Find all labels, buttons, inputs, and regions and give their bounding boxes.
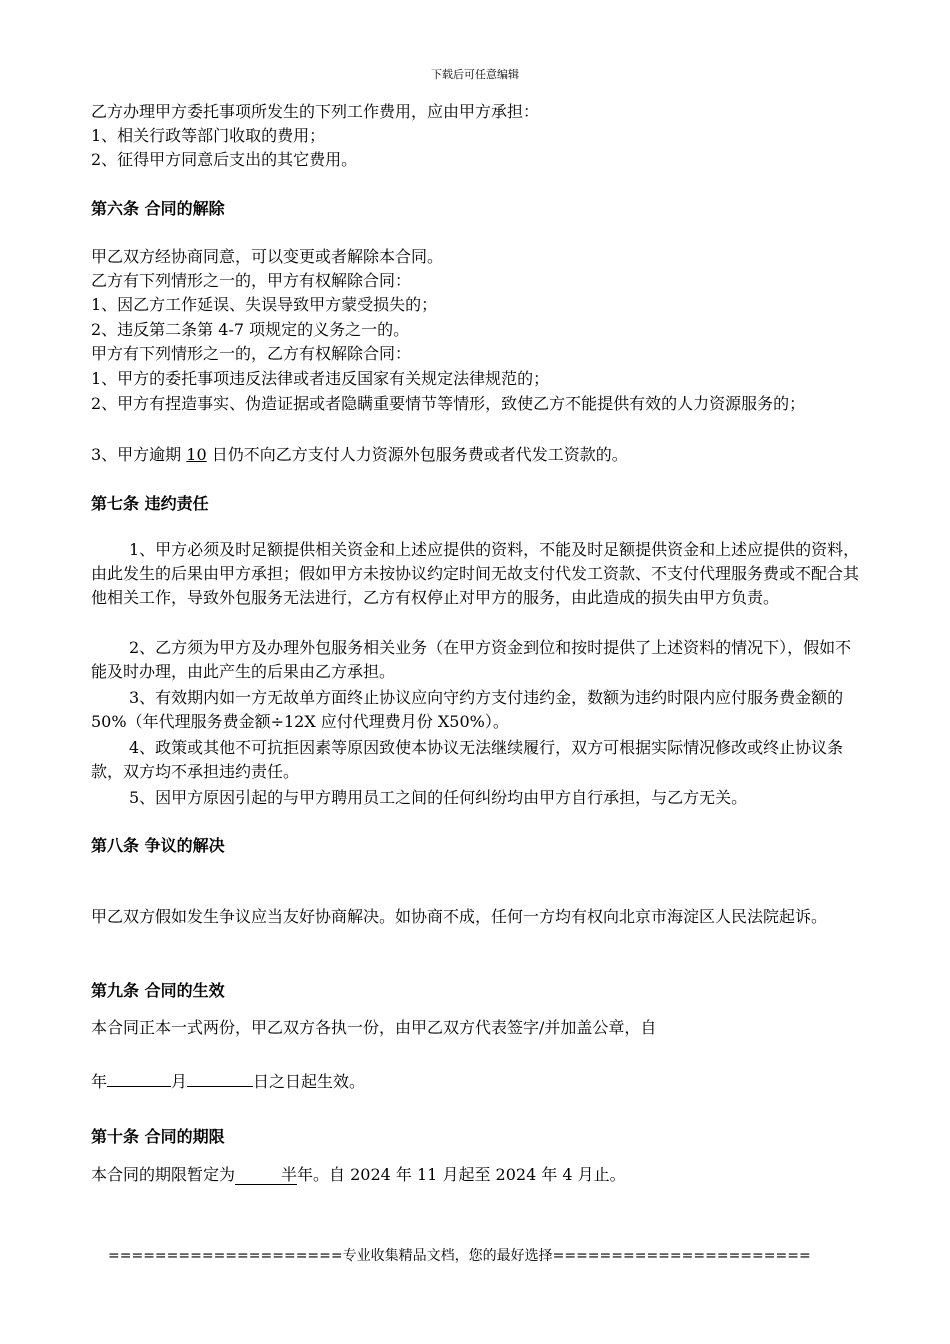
article-7-para: 3、有效期内如一方无故单方面终止协议应向守约方支付违约金，数额为违约时限内应付服务费金额的 50%（年代理服务费金额÷12X 应付代理费月份 X50%）。 [91,688,844,731]
article-6-para: 2、甲方有捏造事实、伪造证据或者隐瞒重要情节等情形，致使乙方不能提供有效的人力资源服务的； [91,394,806,413]
article-6-title: 第六条 合同的解除 [91,199,225,218]
article-6-para: 甲方有下列情形之一的，乙方有权解除合同： [91,344,412,363]
article-7-para: 5、因甲方原因引起的与甲方聘用员工之间的任何纠纷均由甲方自行承担，与乙方无关。 [129,788,748,807]
article-8-title: 第八条 争议的解决 [91,836,225,855]
article-7-title: 第七条 违约责任 [91,494,209,513]
effective-date-line [91,1068,861,1094]
year-label: 年 [91,1072,108,1091]
page-footer: ====================专业收集精品文档，您的最好选择====================== [108,1248,811,1264]
term-value: 半 [235,1166,297,1185]
term-suffix: 年。自 2024 年 11 月起至 2024 年 4 月止。 [297,1165,626,1184]
article-7-para: 4、政策或其他不可抗拒因素等原因致使本协议无法继续履行，双方可根据实际情况修改或终止协议条款，双方均不承担违约责任。 [91,738,844,781]
day-label: 日之日起生效。 [253,1072,366,1091]
article-9-para: 本合同正本一式两份，甲乙双方各执一份，由甲乙双方代表签字/并加盖公章，自 [91,1018,657,1037]
article-6-para: 乙方有下列情形之一的，甲方有权解除合同： [91,271,412,290]
article-7-para: 2、乙方须为甲方及办理外包服务相关业务（在甲方资金到位和按时提供了上述资料的情况下），假如不能及时办理，由此产生的后果由乙方承担。 [91,638,852,681]
term-prefix: 本合同的期限暂定为 [91,1165,236,1184]
month-blank [187,1068,253,1087]
fees-intro: 乙方办理甲方委托事项所发生的下列工作费用，应由甲方承担： [91,102,540,121]
article-6-para: 1、因乙方工作延误、失误导致甲方蒙受损失的； [91,295,438,314]
article-6-para: 2、违反第二条第 4-7 项规定的义务之一的。 [91,320,410,339]
fees-item-2: 2、征得甲方同意后支出的其它费用。 [91,150,358,169]
fees-item-1: 1、相关行政等部门收取的费用； [91,126,326,145]
clause-text: 日仍不向乙方支付人力资源外包服务费或者代发工资款的。 [211,445,628,464]
article-7-para: 1、甲方必须及时足额提供相关资金和上述应提供的资料，不能及时足额提供资金和上述应提供的资料，由此发生的后果由甲方承担；假如甲方未按协议约定时间无故支付代发工资款、不支付代理服务费或不配合其他相关工作，导致外包服务无法进行，乙方有权停止对甲方的服务，由此造成的损失由甲方负责。 [91,540,860,607]
article-6-para: 甲乙双方经协商同意，可以变更或者解除本合同。 [91,247,444,266]
year-blank [107,1068,171,1087]
article-8-para: 甲乙双方假如发生争议应当友好协商解决。如协商不成，任何一方均有权向北京市海淀区人民法院起诉。 [91,907,828,926]
article-9-title: 第九条 合同的生效 [91,981,225,1000]
article-10-title: 第十条 合同的期限 [91,1127,225,1146]
article-6-para [91,443,861,467]
article-10-para [91,1163,861,1187]
clause-text: 3、甲方逾期 [91,445,182,464]
page-header: 下载后可任意编辑 [431,68,519,81]
days-value: 10 [186,445,207,464]
month-label: 月 [171,1072,188,1091]
article-6-para: 1、甲方的委托事项违反法律或者违反国家有关规定法律规范的； [91,369,550,388]
